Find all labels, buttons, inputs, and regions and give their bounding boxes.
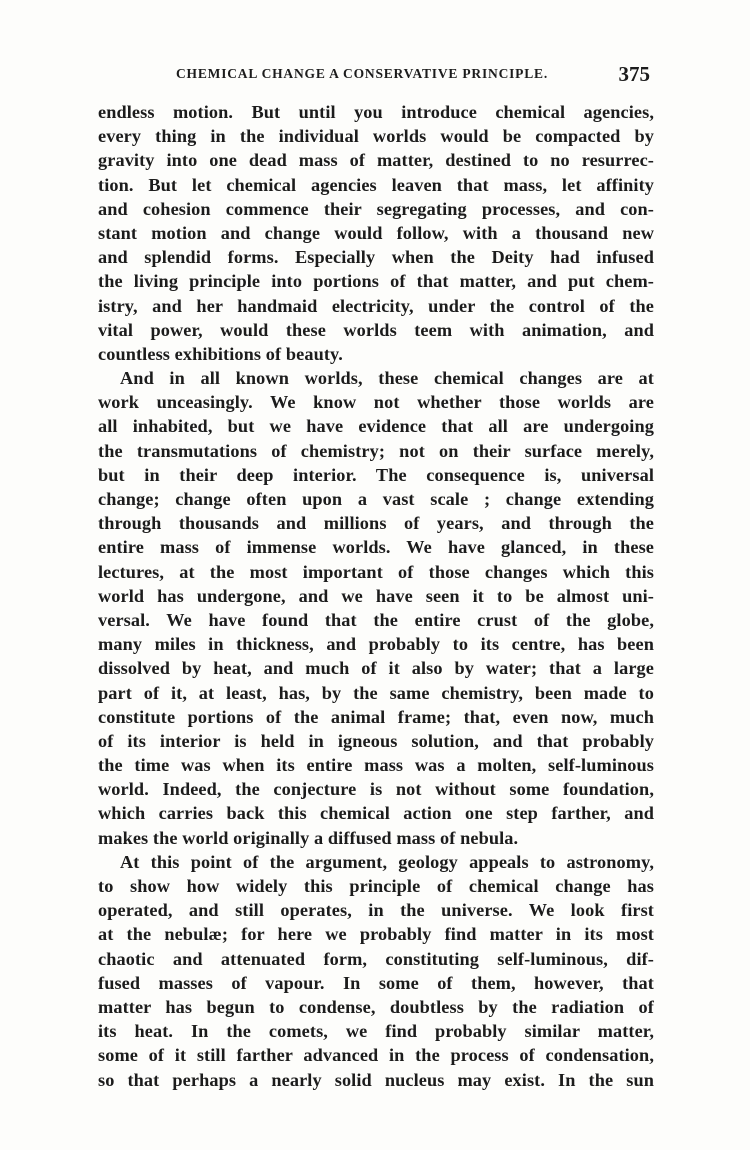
text-line: tion. But let chemical agencies leaven that mass, let affinity — [98, 174, 654, 195]
body-text — [98, 100, 654, 1092]
text-line: makes the world originally a diffused mass of nebula. — [98, 827, 519, 848]
text-line: matter has begun to condense, doubtless by the radiation of — [98, 996, 654, 1017]
text-line: istry, and her handmaid electricity, under the control of the — [98, 295, 654, 316]
text-line: through thousands and millions of years, and through the — [98, 513, 654, 534]
text-line: work unceasingly. We know not whether those worlds are — [98, 392, 654, 413]
text-line: vital power, would these worlds teem with animation, and — [98, 319, 654, 340]
text-line: gravity into one dead mass of matter, destined to no resurrec- — [98, 150, 654, 171]
text-line: constitute portions of the animal frame; that, even now, much — [98, 706, 654, 727]
text-line: and cohesion commence their segregating processes, and con- — [98, 198, 654, 219]
text-line: lectures, at the most important of those changes which this — [98, 561, 654, 582]
text-line: its heat. In the comets, we find probably similar matter, — [98, 1021, 654, 1042]
text-line: so that perhaps a nearly solid nucleus may exist. In the sun — [98, 1069, 654, 1090]
text-line: world. Indeed, the conjecture is not without some foundation, — [98, 779, 654, 800]
page-number: 375 — [618, 62, 650, 86]
text-line: many miles in thickness, and probably to its centre, has been — [98, 634, 654, 655]
text-line: versal. We have found that the entire crust of the globe, — [98, 609, 654, 630]
text-line: countless exhibitions of beauty. — [98, 343, 343, 364]
text-line: entire mass of immense worlds. We have glanced, in these — [98, 537, 654, 558]
text-line: but in their deep interior. The consequence is, universal — [98, 464, 654, 485]
text-line: chaotic and attenuated form, constituting self-luminous, dif- — [98, 948, 654, 969]
text-line: fused masses of vapour. In some of them, however, that — [98, 972, 654, 993]
text-line: dissolved by heat, and much of it also by water; that a large — [98, 658, 654, 679]
running-header — [98, 62, 654, 88]
text-line: and splendid forms. Especially when the Deity had infused — [98, 247, 654, 268]
paragraph-first-line: At this point of the argument, geology appeals to astronomy, — [120, 851, 654, 872]
text-line: which carries back this chemical action one step farther, and — [98, 803, 654, 824]
text-line: to show how widely this principle of chemical change has — [98, 876, 654, 896]
text-line: the living principle into portions of that matter, and put chem- — [98, 271, 654, 292]
paragraph-first-line: And in all known worlds, these chemical changes are at — [120, 368, 654, 389]
text-line: all inhabited, but we have evidence that all are undergoing — [98, 416, 654, 437]
text-line: part of it, at least, has, by the same chemistry, been made to — [98, 682, 654, 703]
text-line: stant motion and change would follow, with a thousand new — [98, 222, 654, 243]
text-line: world has undergone, and we have seen it to be almost uni- — [98, 585, 654, 606]
text-line: of its interior is held in igneous solution, and that probably — [98, 730, 654, 751]
text-line: the time was when its entire mass was a molten, self-luminous — [98, 755, 654, 776]
text-line: operated, and still operates, in the universe. We look first — [98, 900, 654, 921]
text-line: some of it still farther advanced in the process of condensation, — [98, 1045, 654, 1066]
text-line: endless motion. But until you introduce chemical agencies, — [98, 102, 654, 122]
text-line: the transmutations of chemistry; not on their surface merely, — [98, 440, 654, 461]
text-line: at the nebulæ; for here we probably find matter in its most — [98, 924, 654, 945]
running-title: CHEMICAL CHANGE A CONSERVATIVE PRINCIPLE. — [176, 66, 549, 81]
text-line: every thing in the individual worlds would be compacted by — [98, 126, 654, 147]
text-line: change; change often upon a vast scale ; change extending — [98, 489, 654, 509]
